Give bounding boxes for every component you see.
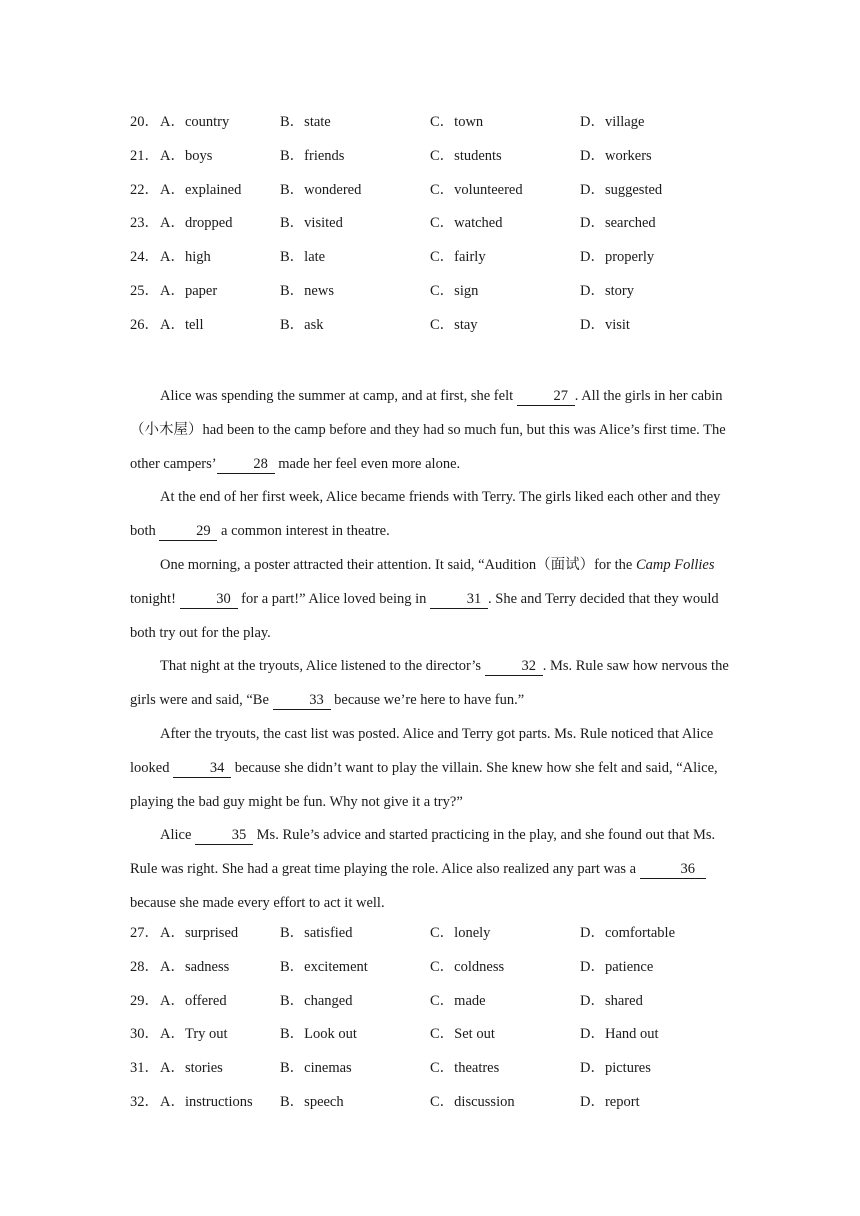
cloze-passage <box>130 380 734 921</box>
blank-29: 29 <box>159 522 217 541</box>
question-number: 20． <box>130 114 159 130</box>
question-number: 26． <box>130 316 159 333</box>
option-d: D．workers <box>580 147 652 164</box>
option-a: A．surprised <box>160 925 239 941</box>
question-number: 31． <box>130 1060 159 1077</box>
question-option-row <box>130 146 740 180</box>
option-c: C．theatres <box>430 1060 500 1077</box>
option-d: D．pictures <box>580 1060 651 1077</box>
blank-34: 34 <box>173 759 231 778</box>
option-a: A．explained <box>160 181 242 198</box>
option-b: B．satisfied <box>280 925 353 941</box>
option-d: D．searched <box>580 215 656 232</box>
blank-31: 31 <box>430 590 488 609</box>
option-d: D．patience <box>580 958 654 975</box>
option-c: C．discussion <box>430 1093 515 1110</box>
option-c: C．sign <box>430 282 479 299</box>
question-number: 24． <box>130 249 159 266</box>
option-b: B．visited <box>280 215 343 232</box>
option-b: B．news <box>280 282 334 299</box>
options-list-bottom <box>130 923 740 1126</box>
option-a: A．high <box>160 249 211 266</box>
paragraph-text: because she didn’t want to play the villain. She knew how she felt and said, “Alice, playing the bad guy might be fun. Why not give it a try?” <box>130 759 718 810</box>
question-number: 22． <box>130 181 159 198</box>
option-c: C．watched <box>430 215 503 232</box>
option-c: C．Set out <box>430 1026 495 1043</box>
option-b: B．late <box>280 249 326 266</box>
paragraph-text: One morning, a poster attracted their attention. It said, “Audition（面试）for the <box>160 556 636 573</box>
option-b: B．cinemas <box>280 1060 352 1077</box>
paragraph-text: Ms. Rule’s advice and started practicing in the play, and she found out that Ms. Rule was right. She had a great time playing the role. Alice also realized any part was a <box>130 827 716 878</box>
option-d: D．shared <box>580 992 643 1009</box>
question-number: 28． <box>130 958 159 975</box>
paragraph-6 <box>130 819 734 920</box>
option-d: D．comfortable <box>580 925 676 941</box>
paragraph-text: for a part!” Alice loved being in <box>237 590 431 607</box>
option-d: D．visit <box>580 316 630 333</box>
option-a: A．dropped <box>160 215 233 232</box>
paragraph-text: tonight! <box>130 590 180 607</box>
question-number: 25． <box>130 282 159 299</box>
question-option-row <box>130 1024 740 1058</box>
blank-33: 33 <box>273 691 331 710</box>
paragraph-3 <box>130 549 734 650</box>
option-c: C．made <box>430 992 486 1009</box>
option-a: A．tell <box>160 316 204 333</box>
option-c: C．stay <box>430 316 478 333</box>
question-option-row <box>130 180 740 214</box>
paragraph-text: Alice was spending the summer at camp, and at first, she felt <box>160 388 517 404</box>
question-number: 21． <box>130 147 159 164</box>
blank-30: 30 <box>180 590 238 609</box>
option-c: C．fairly <box>430 249 486 266</box>
option-a: A．paper <box>160 282 218 299</box>
question-number: 23． <box>130 215 159 232</box>
question-number: 32． <box>130 1093 159 1110</box>
option-a: A．stories <box>160 1060 223 1077</box>
paragraph-text: a common interest in theatre. <box>217 523 390 540</box>
paragraph-text: made her feel even more alone. <box>274 455 461 472</box>
option-c: C．lonely <box>430 925 491 941</box>
option-a: A．boys <box>160 147 213 164</box>
paragraph-5 <box>130 718 734 819</box>
paragraph-text: At the end of her first week, Alice became friends with Terry. The girls liked each other and they both <box>130 489 721 540</box>
option-a: A．offered <box>160 992 227 1009</box>
paragraph-text: because she made every effort to act it well. <box>130 894 385 911</box>
play-title: Camp Follies <box>635 556 715 573</box>
option-c: C．students <box>430 147 502 164</box>
question-number: 30． <box>130 1026 159 1043</box>
option-a: A．country <box>160 114 230 130</box>
blank-28: 28 <box>217 455 275 474</box>
option-b: B．excitement <box>280 958 368 975</box>
question-option-row <box>130 213 740 247</box>
option-b: B．speech <box>280 1093 344 1110</box>
option-d: D．Hand out <box>580 1026 659 1043</box>
option-d: D．suggested <box>580 181 663 198</box>
paragraph-text: After the tryouts, the cast list was posted. Alice and Terry got parts. Ms. Rule noticed that Alice looked <box>130 725 714 776</box>
blank-27: 27 <box>517 387 575 406</box>
option-c: C．volunteered <box>430 181 523 198</box>
paragraph-2 <box>130 481 734 549</box>
option-a: A．Try out <box>160 1026 228 1043</box>
option-d: D．report <box>580 1093 640 1110</box>
question-option-row <box>130 957 740 991</box>
option-b: B．state <box>280 114 331 130</box>
blank-32: 32 <box>485 657 543 676</box>
option-c: C．town <box>430 114 484 130</box>
paragraph-text: because we’re here to have fun.” <box>330 692 525 709</box>
option-a: A．sadness <box>160 958 230 975</box>
option-d: D．properly <box>580 249 655 266</box>
question-number: 29． <box>130 992 159 1009</box>
paragraph-1 <box>130 380 734 481</box>
paragraph-text: That night at the tryouts, Alice listened to the director’s <box>160 658 485 675</box>
question-option-row <box>130 1092 740 1126</box>
option-b: B．friends <box>280 147 345 164</box>
question-option-row <box>130 247 740 281</box>
paragraph-text: Alice <box>160 827 196 844</box>
blank-35: 35 <box>195 826 253 845</box>
paragraph-text: . All the girls in her cabin（小木屋）had been to the camp before and they had so much fun, but this was Alice’s first time. The other campers’ <box>130 388 726 472</box>
options-list-top <box>130 112 740 349</box>
blank-36: 36 <box>640 860 706 879</box>
question-option-row <box>130 315 740 349</box>
option-b: B．ask <box>280 316 324 333</box>
question-option-row <box>130 112 740 146</box>
paragraph-4 <box>130 650 734 718</box>
question-number: 27． <box>130 925 159 941</box>
question-option-row <box>130 281 740 315</box>
option-d: D．village <box>580 114 645 130</box>
question-option-row <box>130 923 740 957</box>
option-d: D．story <box>580 282 634 299</box>
option-c: C．coldness <box>430 958 505 975</box>
paragraph-text: . Ms. Rule saw how nervous the girls were and said, “Be <box>130 658 729 709</box>
question-option-row <box>130 1058 740 1092</box>
option-a: A．instructions <box>160 1093 253 1110</box>
paragraph-text: . She and Terry decided that they would both try out for the play. <box>130 590 719 641</box>
option-b: B．wondered <box>280 181 362 198</box>
question-option-row <box>130 991 740 1025</box>
option-b: B．changed <box>280 992 353 1009</box>
option-b: B．Look out <box>280 1026 357 1043</box>
